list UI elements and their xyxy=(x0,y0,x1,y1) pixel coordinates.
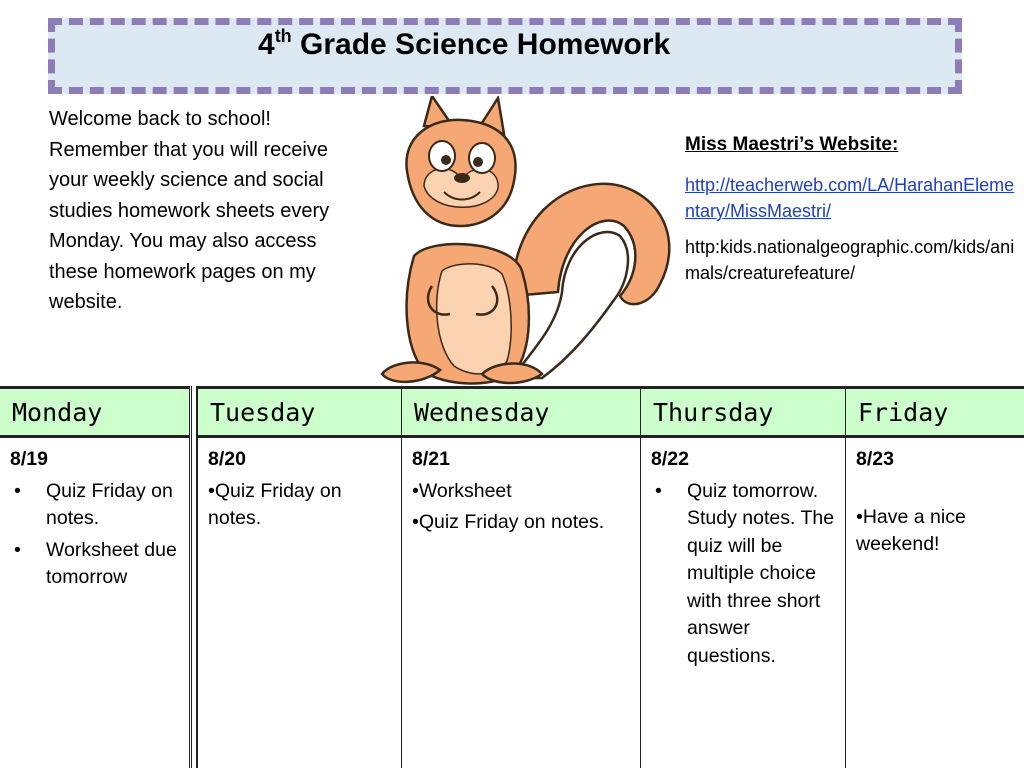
cell-wednesday xyxy=(402,438,641,537)
list-item: • Quiz tomorrow. Study notes. The quiz will be multiple choice with three short answer questions. xyxy=(651,478,835,671)
list-item: •Quiz Friday on notes. xyxy=(208,479,342,529)
date-monday: 8/19 xyxy=(10,448,48,470)
list-item: •Quiz Friday on notes. xyxy=(412,511,605,533)
squirrel-illustration xyxy=(362,96,680,388)
list-item: •Have a nice weekend! xyxy=(856,505,966,555)
list-item: •Worksheet xyxy=(412,479,512,502)
date-thursday: 8/22 xyxy=(651,448,689,470)
teacher-website-link[interactable]: http://teacherweb.com/LA/HarahanElementary/MissMaestri/ xyxy=(685,175,1015,221)
column-tuesday xyxy=(196,386,402,768)
list-item: • Worksheet due tomorrow xyxy=(10,537,179,592)
header-monday: Monday xyxy=(0,386,189,438)
website-links xyxy=(685,134,1015,286)
natgeo-url-text: http:kids.nationalgeographic.com/kids/animals/creaturefeature/ xyxy=(685,237,1015,283)
date-friday: 8/23 xyxy=(856,448,894,470)
cell-thursday xyxy=(641,438,845,670)
date-wednesday: 8/21 xyxy=(412,448,450,470)
header-friday: Friday xyxy=(846,386,1024,438)
page-title: 4th Grade Science Homework xyxy=(258,26,671,61)
website-heading: Miss Maestri’s Website: xyxy=(685,134,899,155)
column-monday xyxy=(0,386,192,768)
header-thursday: Thursday xyxy=(641,386,845,438)
column-thursday xyxy=(640,386,845,768)
list-item: • Quiz Friday on notes. xyxy=(10,478,179,533)
column-friday xyxy=(845,386,1024,768)
homework-table xyxy=(0,386,1024,768)
cell-monday xyxy=(0,438,189,592)
cell-friday xyxy=(846,438,1024,559)
cell-tuesday xyxy=(198,438,402,533)
header-tuesday: Tuesday xyxy=(198,386,402,438)
date-tuesday: 8/20 xyxy=(208,448,246,470)
column-wednesday xyxy=(401,386,641,768)
welcome-text: Welcome back to school! Remember that you will receive your weekly science and social studies homework sheets every Monday. You may also access these homework pages on my website. xyxy=(49,108,330,313)
header-wednesday: Wednesday xyxy=(402,386,641,438)
